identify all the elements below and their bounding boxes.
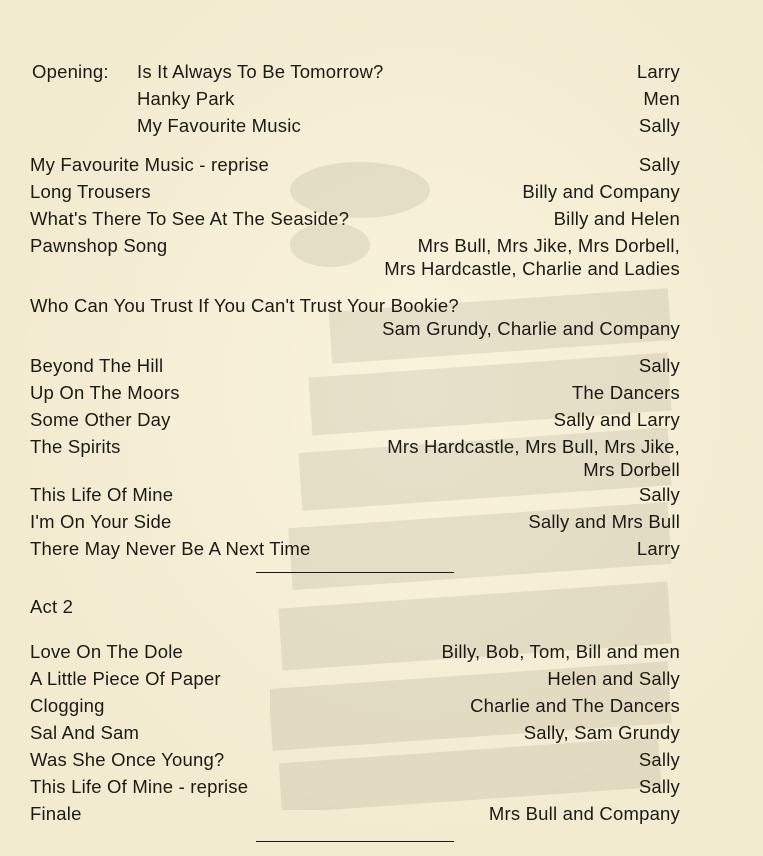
song-title: This Life Of Mine (30, 484, 174, 505)
song-title: The Spirits (30, 436, 121, 457)
song-performer: Sally (638, 355, 680, 376)
song-performer: Sally (638, 484, 680, 505)
song-title: My Favourite Music (137, 115, 301, 136)
song-row (30, 535, 680, 562)
song-row (30, 379, 680, 406)
song-performer-line2: Mrs Hardcastle, Charlie and Ladies (384, 258, 680, 279)
song-row (30, 232, 680, 280)
song-row (30, 178, 680, 205)
song-performer: Billy and Company (522, 181, 680, 202)
song-performer-line1: Mrs Bull, Mrs Jike, Mrs Dorbell, (417, 235, 680, 256)
song-title: Up On The Moors (30, 382, 180, 403)
song-row (30, 719, 680, 746)
song-title: Finale (30, 803, 82, 824)
song-performer: Sally, Sam Grundy (523, 722, 680, 743)
song-performer: Mrs Bull and Company (488, 803, 680, 824)
song-title: Who Can You Trust If You Can't Trust Your Bookie? (30, 295, 459, 316)
song-list (30, 58, 680, 842)
song-row (30, 205, 680, 232)
song-title: Love On The Dole (30, 641, 184, 662)
song-title: Is It Always To Be Tomorrow? (137, 61, 384, 82)
song-performer: Sally (638, 115, 680, 136)
section-divider (256, 841, 454, 842)
song-title: My Favourite Music - reprise (30, 154, 269, 175)
song-row (30, 481, 680, 508)
spacer (30, 620, 680, 638)
song-performer: Sam Grundy, Charlie and Company (382, 318, 680, 339)
song-performer: Sally (638, 749, 680, 770)
song-performer-line2: Mrs Dorbell (583, 459, 680, 480)
song-row (30, 746, 680, 773)
song-title: Clogging (30, 695, 105, 716)
song-row (30, 112, 680, 139)
song-row (30, 58, 680, 85)
song-title: Was She Once Young? (30, 749, 225, 770)
song-performer: The Dancers (571, 382, 680, 403)
opening-label: Opening: (32, 61, 109, 82)
song-title: Long Trousers (30, 181, 151, 202)
song-performer: Charlie and The Dancers (470, 695, 680, 716)
song-title: Pawnshop Song (30, 235, 168, 256)
song-row (30, 151, 680, 178)
song-performer: Sally and Mrs Bull (528, 511, 680, 532)
song-row (30, 638, 680, 665)
song-title: Hanky Park (137, 88, 235, 109)
song-title: What's There To See At The Seaside? (30, 208, 350, 229)
song-title: Beyond The Hill (30, 355, 164, 376)
song-row (30, 352, 680, 379)
spacer (30, 573, 680, 593)
song-performer: Sally (638, 776, 680, 797)
song-row (30, 800, 680, 827)
song-row (30, 292, 680, 340)
song-performer-line1: Mrs Hardcastle, Mrs Bull, Mrs Jike, (387, 436, 680, 457)
song-performer: Larry (636, 538, 680, 559)
song-row (30, 433, 680, 481)
act-2-heading: Act 2 (30, 596, 74, 617)
song-row (30, 692, 680, 719)
spacer (30, 827, 680, 841)
song-row (30, 665, 680, 692)
song-title: I'm On Your Side (30, 511, 172, 532)
spacer (30, 139, 680, 151)
song-row (30, 85, 680, 112)
song-performer: Billy, Bob, Tom, Bill and men (441, 641, 680, 662)
song-performer: Sally and Larry (553, 409, 680, 430)
song-performer: Men (643, 88, 680, 109)
song-title: A Little Piece Of Paper (30, 668, 221, 689)
song-row (30, 406, 680, 433)
song-performer: Larry (636, 61, 680, 82)
song-row (30, 508, 680, 535)
song-performer: Sally (638, 154, 680, 175)
song-title: Some Other Day (30, 409, 171, 430)
spacer (30, 562, 680, 572)
song-title: Sal And Sam (30, 722, 140, 743)
song-title: This Life Of Mine - reprise (30, 776, 249, 797)
song-performer: Helen and Sally (547, 668, 680, 689)
song-title: There May Never Be A Next Time (30, 538, 311, 559)
song-performer: Billy and Helen (553, 208, 680, 229)
act-heading-row (30, 593, 680, 620)
song-row (30, 773, 680, 800)
